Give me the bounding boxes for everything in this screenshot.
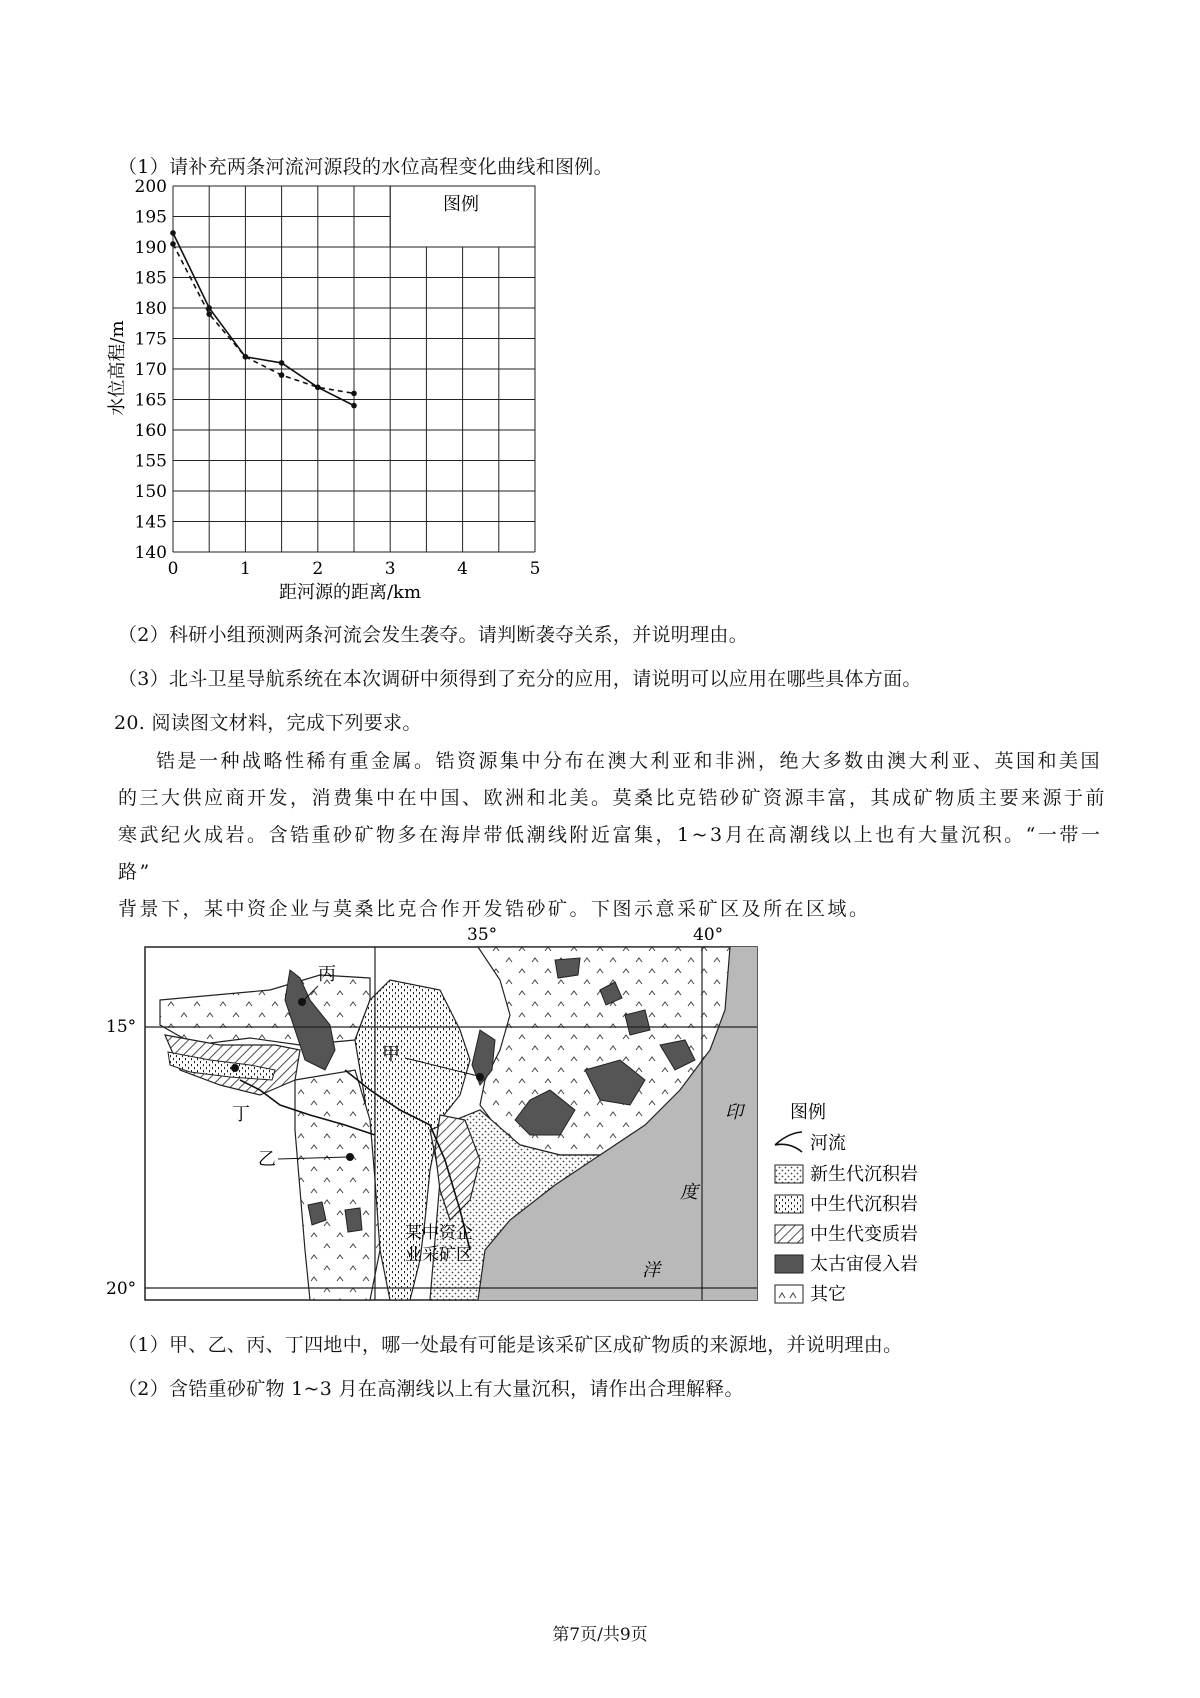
chart-y-tick-label: 145 [134, 512, 167, 533]
legend-river-label: 河流 [810, 1133, 846, 1154]
chart-series [170, 230, 357, 408]
chart-point-solid [279, 360, 285, 366]
lat-15-label: 15° [106, 1017, 137, 1037]
q20-material-line-3: 寒武纪火成岩。含锆重砂矿物多在海岸带低潮线附近富集，1~3月在高潮线以上也有大量沉积。“一带一路” [118, 824, 1103, 883]
chart-x-tick-label: 5 [529, 559, 541, 579]
legend-cenozoic-swatch [775, 1165, 803, 1183]
q20-sub1: （1）甲、乙、丙、丁四地中，哪一处最有可能是该采矿区成矿物质的来源地，并说明理由。 [118, 1334, 903, 1356]
place-ding: 丁 [232, 1104, 250, 1125]
chart-legend-box [390, 186, 535, 247]
chart-y-tick-label: 175 [134, 329, 167, 350]
chart-point-dashed [170, 241, 176, 247]
chart-y-tick-label: 200 [134, 178, 167, 197]
q20-material-line-1: 锆是一种战略性稀有重金属。锆资源集中分布在澳大利亚和非洲，绝大多数由澳大利亚、英国和美国 [156, 750, 1103, 772]
q20-material [118, 743, 1118, 928]
legend-mesozoic-meta-label: 中生代变质岩 [810, 1224, 918, 1245]
q20-sub2: （2）含锆重砂矿物 1~3 月在高潮线以上有大量沉积，请作出合理解释。 [118, 1378, 744, 1400]
chart-y-tick-label: 160 [134, 421, 167, 441]
q19-sub1: （1）请补充两条河流河源段的水位高程变化曲线和图例。 [118, 156, 613, 178]
chart-y-tick-label: 170 [134, 360, 167, 380]
chart-x-label: 距河源的距离/km [278, 582, 422, 603]
chart-y-tick-label: 155 [134, 451, 167, 472]
legend-cenozoic-label: 新生代沉积岩 [810, 1164, 918, 1185]
lon-35-label: 35° [467, 925, 498, 945]
map-legend [775, 1102, 918, 1305]
chart-y-tick-label: 150 [134, 482, 167, 502]
chart-x-tick-label: 2 [312, 559, 324, 579]
legend-other-swatch [775, 1285, 803, 1303]
q20-material-line-4: 背景下，某中资企业与莫桑比克合作开发锆砂矿。下图示意采矿区及所在区域。 [118, 898, 871, 920]
legend-mesozoic-sed-swatch [775, 1195, 803, 1213]
place-jia: 甲 [382, 1044, 400, 1065]
chart-point-dashed [351, 391, 357, 397]
ding-marker [231, 1064, 239, 1072]
mozambique-geology-map [100, 920, 1100, 1310]
legend-other-label: 其它 [810, 1284, 846, 1305]
ocean-char-1: 印 [725, 1102, 743, 1123]
chart-point-dashed [243, 354, 249, 360]
legend-river-icon [775, 1132, 802, 1152]
mine-label-line-2: 业采矿区 [405, 1245, 473, 1265]
chart-y-tick-label: 185 [134, 268, 167, 289]
place-yi: 乙 [258, 1149, 276, 1170]
chart-x-tick-label: 1 [239, 559, 251, 579]
ocean-char-3: 洋 [642, 1260, 660, 1281]
chart-y-tick-label: 195 [134, 207, 167, 228]
place-bing: 丙 [318, 964, 336, 985]
page-footer: 第7页/共9页 [552, 1625, 648, 1645]
legend-archean-label: 太古宙侵入岩 [810, 1254, 918, 1275]
chart-y-label: 水位高程/m [107, 320, 128, 416]
legend-mesozoic-meta-swatch [775, 1225, 803, 1243]
chart-x-tick-label: 4 [457, 559, 469, 579]
chart-x-tick-label: 3 [384, 559, 396, 579]
chart-y-tick-label: 165 [134, 390, 167, 411]
ocean-char-2: 度 [680, 1182, 698, 1203]
map-legend-title: 图例 [790, 1102, 826, 1123]
chart-series-line-solid [173, 233, 354, 406]
chart-x-tick-label: 0 [167, 559, 179, 579]
chart-y-ticks [135, 178, 167, 563]
chart-point-dashed [279, 372, 285, 378]
chart-point-solid [170, 230, 176, 236]
q19-sub3: （3）北斗卫星导航系统在本次调研中须得到了充分的应用，请说明可以应用在哪些具体方面。 [118, 668, 922, 690]
lon-40-label: 40° [693, 925, 724, 945]
chart-legend-box-title: 图例 [443, 194, 479, 215]
water-level-chart [105, 178, 575, 648]
q19-sub2: （2）科研小组预测两条河流会发生袭夺。请判断袭夺关系，并说明理由。 [118, 624, 748, 646]
chart-x-ticks [168, 559, 541, 579]
chart-point-dashed [315, 385, 321, 391]
chart-grid [173, 186, 535, 552]
chart-point-solid [351, 403, 357, 409]
chart-point-dashed [206, 311, 212, 317]
mine-label-line-1: 某中资企 [405, 1223, 473, 1243]
chart-y-tick-label: 190 [134, 238, 167, 258]
chart-y-tick-label: 180 [134, 299, 167, 319]
q20-title: 20. 阅读图文材料，完成下列要求。 [114, 712, 422, 734]
chart-y-tick-label: 140 [134, 543, 167, 563]
jia-marker [476, 1073, 484, 1081]
legend-mesozoic-sed-label: 中生代沉积岩 [810, 1194, 918, 1215]
lat-20-label: 20° [106, 1279, 137, 1299]
q20-material-line-2: 的三大供应商开发，消费集中在中国、欧洲和北美。莫桑比克锆砂矿资源丰富，其成矿物质主要来源于前 [118, 787, 1108, 809]
chart-series-line-dashed [173, 244, 354, 393]
legend-archean-swatch [775, 1255, 803, 1273]
